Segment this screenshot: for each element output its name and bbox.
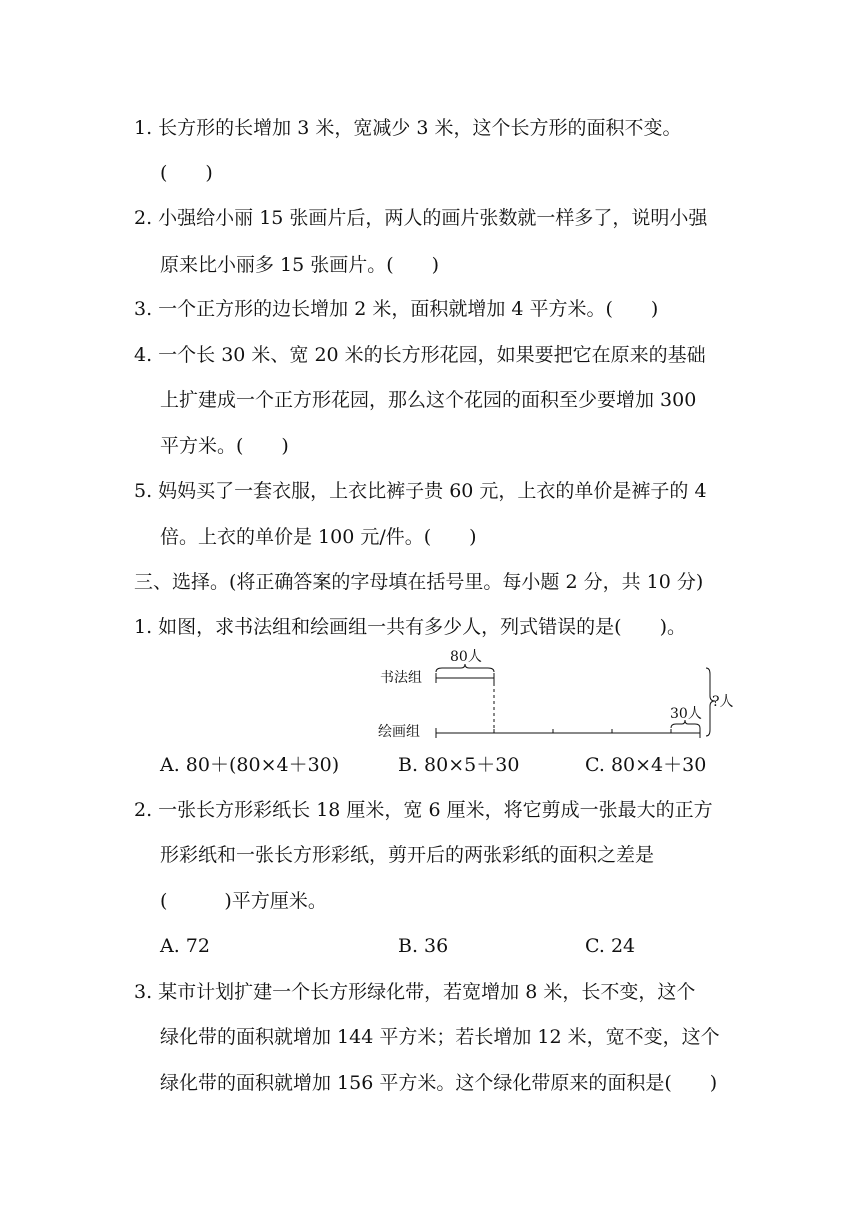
judge-item-2-line-1: 2. 小强给小丽 15 张画片后，两人的画片张数就一样多了，说明小强 (134, 207, 708, 229)
judge-item-4-line-1: 4. 一个长 30 米、宽 20 米的长方形花园，如果要把它在原来的基础 (134, 344, 706, 366)
choice-item-2-line-2: 形彩纸和一张长方形彩纸，剪开后的两张彩纸的面积之差是 (160, 844, 655, 866)
judge-item-1-answer-blank: ( ) (160, 162, 213, 184)
choice-2-option-b: B. 36 (398, 935, 449, 957)
section-3-title: 三、选择。(将正确答案的字母填在括号里。每小题 2 分，共 10 分) (134, 571, 704, 593)
calligraphy-count-label: 80人 (450, 649, 482, 665)
extra-count-label: 30人 (670, 706, 702, 722)
label-calligraphy-group: 书法组 (380, 670, 422, 686)
choice-item-3-line-2: 绿化带的面积就增加 144 平方米；若长增加 12 米，宽不变，这个 (160, 1026, 720, 1048)
choice-item-3-line-1: 3. 某市计划扩建一个长方形绿化带，若宽增加 8 米，长不变，这个 (134, 981, 696, 1003)
choice-1-option-b: B. 80×5＋30 (398, 754, 520, 776)
calligraphy-brace (436, 664, 494, 672)
diagram-svg (370, 648, 750, 748)
line-segment-diagram (370, 648, 750, 748)
choice-item-1-question: 1. 如图，求书法组和绘画组一共有多少人，列式错误的是( )。 (134, 616, 686, 638)
choice-item-2-line-1: 2. 一张长方形彩纸长 18 厘米，宽 6 厘米，将它剪成一张最大的正方 (134, 799, 713, 821)
total-label: ?人 (712, 694, 734, 710)
judge-item-4-line-3: 平方米。( ) (160, 435, 289, 457)
judge-item-3-line-1: 3. 一个正方形的边长增加 2 米，面积就增加 4 平方米。( ) (134, 298, 659, 320)
judge-item-1-line-1: 1. 长方形的长增加 3 米，宽减少 3 米，这个长方形的面积不变。 (134, 117, 682, 139)
judge-item-2-line-2: 原来比小丽多 15 张画片。( ) (160, 254, 440, 276)
choice-2-option-a: A. 72 (160, 935, 210, 957)
label-painting-group: 绘画组 (378, 724, 420, 740)
judge-item-5-line-1: 5. 妈妈买了一套衣服，上衣比裤子贵 60 元，上衣的单价是裤子的 4 (134, 480, 707, 502)
choice-1-option-c: C. 80×4＋30 (585, 754, 707, 776)
choice-1-option-a: A. 80＋(80×4＋30) (160, 754, 340, 776)
judge-item-4-line-2: 上扩建成一个正方形花园，那么这个花园的面积至少要增加 300 (160, 389, 697, 411)
judge-item-5-line-2: 倍。上衣的单价是 100 元/件。( ) (160, 526, 477, 548)
choice-2-option-c: C. 24 (585, 935, 636, 957)
choice-item-2-line-3: ( )平方厘米。 (160, 890, 327, 912)
choice-item-3-line-3: 绿化带的面积就增加 156 平方米。这个绿化带原来的面积是( ) (160, 1072, 718, 1094)
